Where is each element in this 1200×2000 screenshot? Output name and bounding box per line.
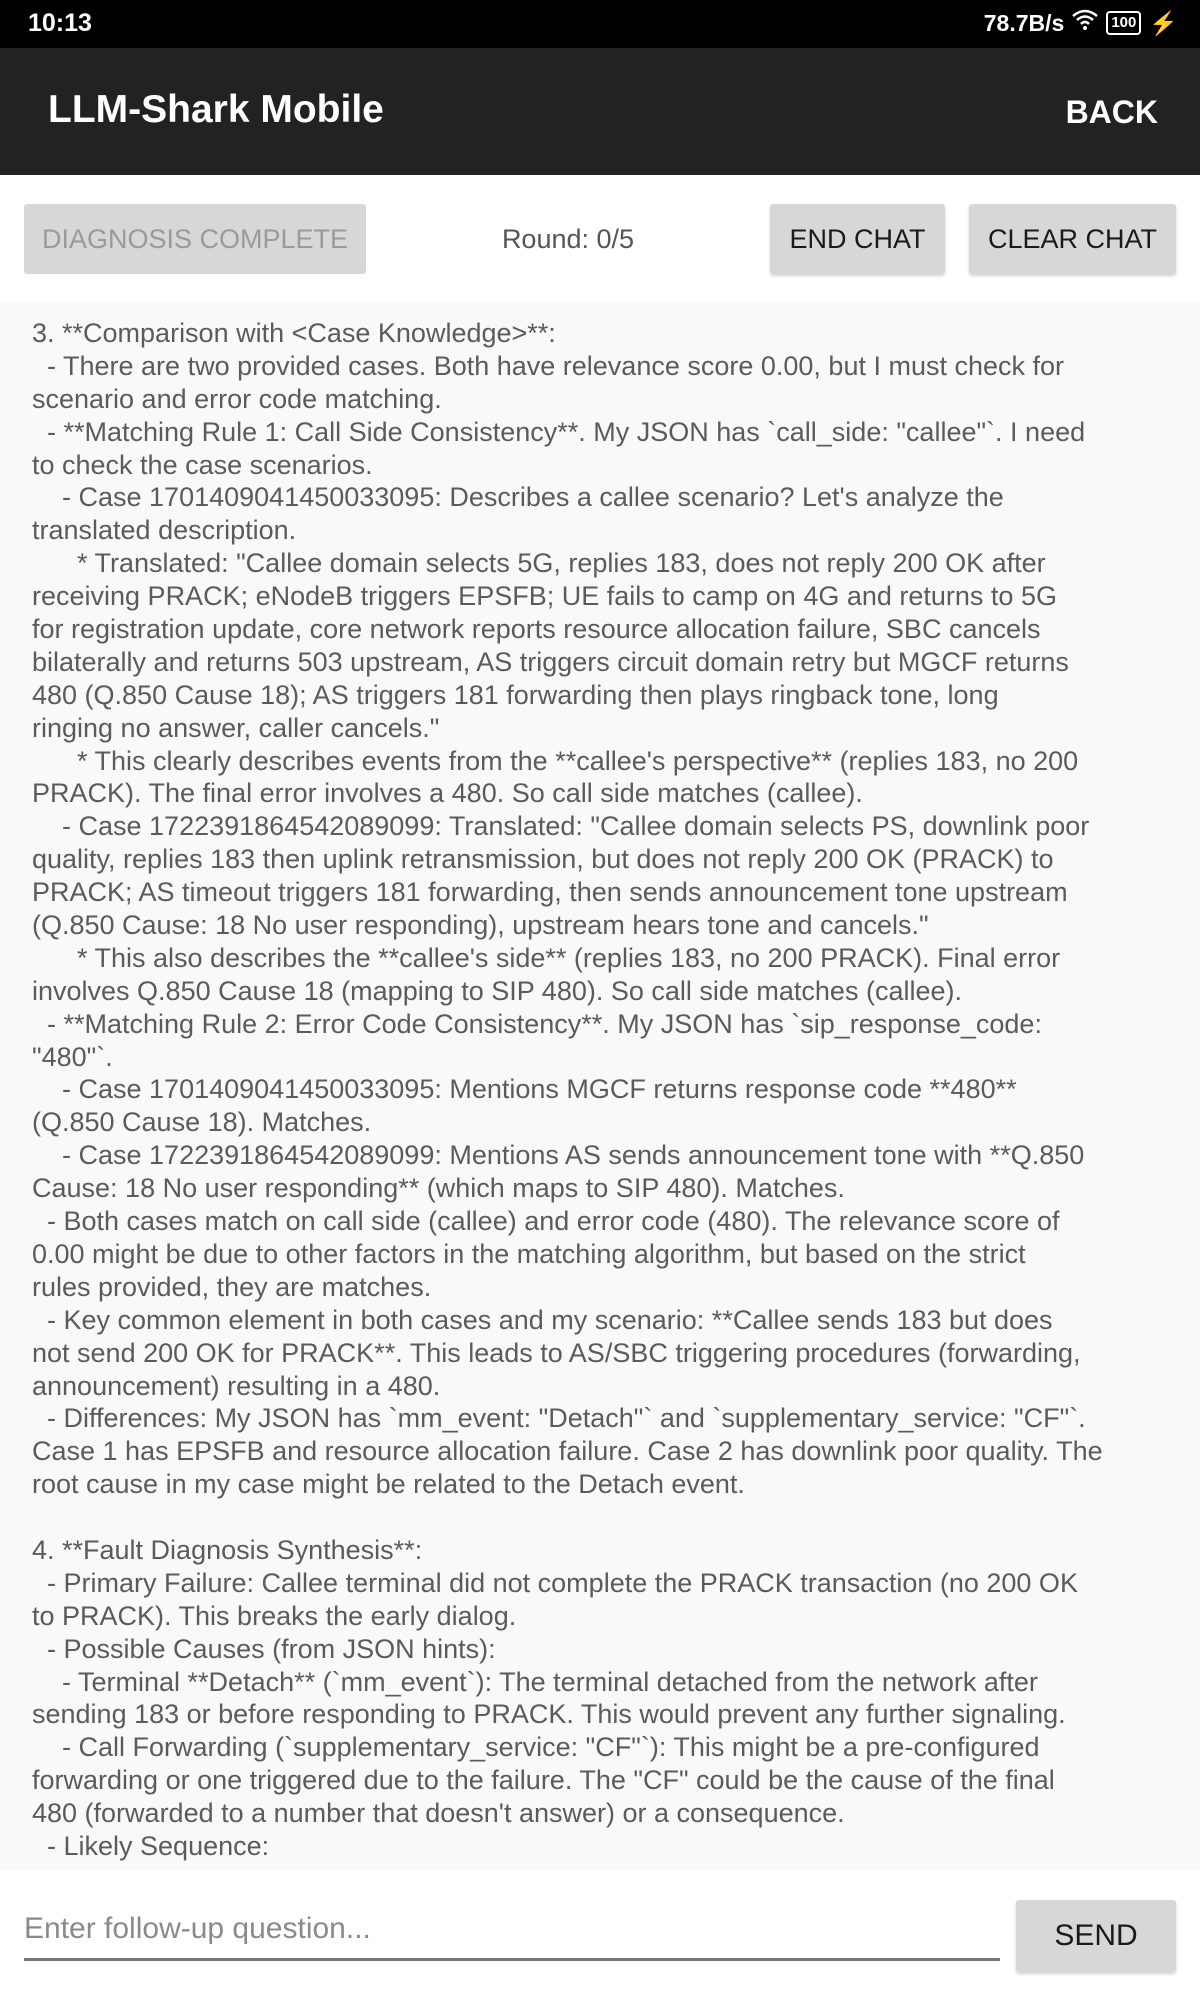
message-line: bilaterally and returns 503 upstream, AS triggers circuit domain retry but MGCF returns (32, 646, 1069, 677)
message-line: rules provided, they are matches. (32, 1271, 432, 1302)
message-line: - Likely Sequence: (32, 1830, 270, 1861)
wifi-icon (1072, 9, 1098, 37)
message-line: - **Matching Rule 1: Call Side Consistency**. My JSON has `call_side: "callee"`. I need (32, 416, 1086, 447)
battery-icon: 100 (1106, 11, 1141, 35)
message-line (32, 1501, 1200, 1534)
message-line: to PRACK). This breaks the early dialog. (32, 1600, 517, 1631)
app-title: LLM-Shark Mobile (48, 88, 384, 131)
message-line: - Case 1701409041450033095: Describes a callee scenario? Let's analyze the (32, 482, 1004, 513)
message-line: PRACK). The final error involves a 480. So call side matches (callee). (32, 778, 863, 809)
message-line: - Key common element in both cases and my scenario: **Callee sends 183 but does (32, 1304, 1053, 1335)
message-line: (Q.850 Cause 18). Matches. (32, 1107, 372, 1138)
clear-chat-button[interactable]: CLEAR CHAT (969, 204, 1176, 274)
message-line: * Translated: "Callee domain selects 5G, replies 183, does not reply 200 OK after (32, 548, 1046, 579)
message-line: - Call Forwarding (`supplementary_service: "CF"`): This might be a pre-configured (32, 1732, 1040, 1763)
message-line: * This also describes the **callee's side** (replies 183, no 200 PRACK). Final error (32, 942, 1061, 973)
bolt-icon: ⚡ (1149, 9, 1178, 36)
message-line: - Case 1722391864542089099: Mentions AS sends announcement tone with **Q.850 (32, 1140, 1085, 1171)
status-indicators (984, 9, 1178, 37)
message-line: - Both cases match on call side (callee) and error code (480). The relevance score of (32, 1206, 1060, 1237)
message-line: 3. **Comparison with <Case Knowledge>**: (32, 318, 556, 348)
chat-transcript[interactable] (0, 302, 1200, 1870)
message-line: - There are two provided cases. Both have relevance score 0.00, but I must check for (32, 350, 1065, 381)
message-line: - Case 1722391864542089099: Translated: "Callee domain selects PS, downlink poor (32, 811, 1090, 842)
message-line: translated description. (32, 515, 297, 546)
follow-up-input[interactable] (24, 1900, 1000, 1961)
message-line: - Case 1701409041450033095: Mentions MGCF returns response code **480** (32, 1074, 1017, 1105)
message-line: - Differences: My JSON has `mm_event: "Detach"` and `supplementary_service: "CF"`. (32, 1403, 1086, 1434)
message-line: sending 183 or before responding to PRACK. This would prevent any further signaling. (32, 1699, 1066, 1730)
message-line: quality, replies 183 then uplink retransmission, but does not reply 200 OK (PRACK) to (32, 844, 1054, 875)
message-line: 0.00 might be due to other factors in the matching algorithm, but based on the strict (32, 1238, 1026, 1269)
message-line: scenario and error code matching. (32, 383, 442, 414)
message-line: forwarding or one triggered due to the failure. The "CF" could be the cause of the final (32, 1765, 1055, 1796)
message-line: root cause in my case might be related to the Detach event. (32, 1469, 745, 1500)
status-time: 10:13 (28, 9, 92, 37)
message-line: 4. **Fault Diagnosis Synthesis**: (32, 1534, 423, 1565)
message-line: 480 (forwarded to a number that doesn't answer) or a consequence. (32, 1798, 845, 1829)
end-chat-button[interactable]: END CHAT (770, 204, 945, 274)
send-button[interactable]: SEND (1016, 1900, 1176, 1972)
message-line: Case 1 has EPSFB and resource allocation failure. Case 2 has downlink poor quality. The (32, 1436, 1103, 1467)
back-button[interactable]: BACK (1065, 94, 1158, 130)
message-line: * This clearly describes events from the **callee's perspective** (replies 183, no 200 (32, 745, 1079, 776)
message-line: 480 (Q.850 Cause 18); AS triggers 181 forwarding then plays ringback tone, long (32, 679, 999, 710)
message-line: - **Matching Rule 2: Error Code Consistency**. My JSON has `sip_response_code: (32, 1008, 1042, 1039)
message-line: - Terminal **Detach** (`mm_event`): The terminal detached from the network after (32, 1666, 1038, 1697)
message-line: receiving PRACK; eNodeB triggers EPSFB; UE fails to camp on 4G and returns to 5G (32, 581, 1057, 612)
message-line: not send 200 OK for PRACK**. This leads to AS/SBC triggering procedures (forwarding, (32, 1337, 1081, 1368)
message-line: for registration update, core network reports resource allocation failure, SBC cancels (32, 614, 1041, 645)
app-bar (0, 48, 1200, 175)
message-line: - Possible Causes (from JSON hints): (32, 1633, 496, 1664)
message-line: involves Q.850 Cause 18 (mapping to SIP 480). So call side matches (callee). (32, 975, 962, 1006)
round-counter: Round: 0/5 (501, 224, 635, 254)
diagnosis-complete-button[interactable]: DIAGNOSIS COMPLETE (24, 204, 366, 274)
message-line: Cause: 18 No user responding** (which maps to SIP 480). Matches. (32, 1173, 845, 1204)
status-bar (0, 0, 1200, 48)
message-line: - Primary Failure: Callee terminal did not complete the PRACK transaction (no 200 OK (32, 1567, 1078, 1598)
message-line: to check the case scenarios. (32, 449, 373, 480)
message-line: (Q.850 Cause: 18 No user responding), upstream hears tone and cancels." (32, 910, 929, 941)
message-line: announcement) resulting in a 480. (32, 1370, 441, 1401)
assistant-message (0, 302, 1200, 1863)
message-line: PRACK; AS timeout triggers 181 forwarding, then sends announcement tone upstream (32, 877, 1068, 908)
message-line: "480"`. (32, 1041, 113, 1072)
network-speed: 78.7B/s (983, 9, 1065, 36)
message-line: ringing no answer, caller cancels." (32, 712, 440, 743)
